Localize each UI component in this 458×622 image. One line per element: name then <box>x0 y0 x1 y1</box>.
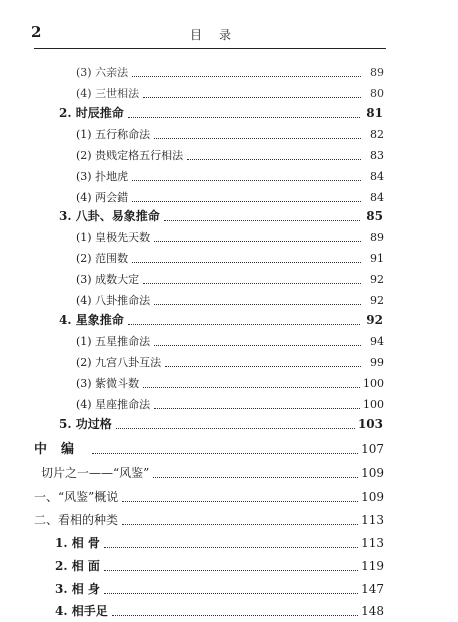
toc-page-number: 94 <box>370 334 384 348</box>
toc-entry-guijian <box>76 144 384 166</box>
toc-label: (3) 紫微斗数 <box>76 376 140 390</box>
dot-leader <box>104 592 358 594</box>
toc-entry-shichen <box>59 102 383 124</box>
toc-page-number: 89 <box>370 230 384 244</box>
toc-label: (2) 范围数 <box>76 251 129 265</box>
toc-label: (4) 八卦推命法 <box>76 293 151 307</box>
toc-page-number: 92 <box>370 293 384 307</box>
toc-label: 3. 八卦、易象推命 <box>59 209 160 223</box>
dot-leader <box>122 500 358 502</box>
toc-entry-pudihu <box>76 165 384 187</box>
dot-leader <box>92 452 358 454</box>
toc-entry-xiang-shouzu <box>55 600 384 622</box>
toc-page-number: 92 <box>366 313 383 327</box>
toc-label: 中编 <box>34 441 89 457</box>
toc-label: (3) 六亲法 <box>76 65 129 79</box>
toc-entry-fanwei <box>76 247 384 269</box>
page-number: 2 <box>31 23 42 41</box>
dot-leader <box>104 569 358 571</box>
dot-leader <box>112 614 358 616</box>
dot-leader <box>187 158 361 160</box>
toc-label: 5. 功过格 <box>59 417 112 431</box>
toc-label: 一、“风鉴”概说 <box>34 490 119 504</box>
toc-page-number: 84 <box>370 169 384 183</box>
dot-leader <box>154 344 361 346</box>
toc-label: 2. 相 面 <box>55 559 100 573</box>
running-title: 目录 <box>190 28 249 42</box>
toc-label: (4) 两会錯 <box>76 190 129 204</box>
toc-entry-kanxiang-types <box>34 509 384 531</box>
toc-label: (4) 三世相法 <box>76 86 140 100</box>
toc-label: 3. 相 身 <box>55 582 100 596</box>
toc-entry-bagua-tuiming <box>76 289 384 311</box>
toc-label: 二、看相的种类 <box>34 513 119 527</box>
dot-leader <box>165 365 361 367</box>
toc-entry-ziwei <box>76 372 384 394</box>
toc-entry-xingzuo <box>76 393 384 415</box>
toc-label: (2) 贵贱定格五行相法 <box>76 148 184 162</box>
toc-entry-xiang-shen <box>55 578 384 600</box>
toc-page-number: 147 <box>361 582 384 596</box>
dot-leader <box>132 179 361 181</box>
toc-page-number: 113 <box>361 513 384 527</box>
dot-leader <box>132 75 361 77</box>
dot-leader <box>143 386 360 388</box>
toc-page-number: 100 <box>363 397 384 411</box>
toc-entry-wuxing <box>76 123 384 145</box>
toc-entry-chengshu <box>76 268 384 290</box>
toc-entry-xiang-gu <box>55 532 384 554</box>
dot-leader <box>132 200 361 202</box>
toc-page-number: 91 <box>370 251 384 265</box>
toc-label: 1. 相 骨 <box>55 536 100 550</box>
toc-page-number: 103 <box>357 417 383 431</box>
toc-label: 2. 时辰推命 <box>59 106 124 120</box>
toc-label: 切片之一——“风鉴” <box>41 466 150 480</box>
toc-label: (1) 皇极先天数 <box>76 230 151 244</box>
toc-page-number: 82 <box>370 127 384 141</box>
toc-page-number: 109 <box>361 466 384 480</box>
toc-entry-liuqin <box>76 61 384 83</box>
dot-leader <box>122 523 358 525</box>
toc-entry-xiang-mian <box>55 555 384 577</box>
toc-page-number: 84 <box>370 190 384 204</box>
dot-leader <box>143 96 361 98</box>
dot-leader <box>128 323 360 325</box>
toc-label: (2) 九宫八卦互法 <box>76 355 162 369</box>
dot-leader <box>116 427 355 429</box>
toc-page-number: 100 <box>363 376 384 390</box>
dot-leader <box>164 219 360 221</box>
toc-label: (4) 星座推命法 <box>76 397 151 411</box>
toc-page-number: 83 <box>370 148 384 162</box>
toc-page-number: 99 <box>370 355 384 369</box>
toc-page-number: 85 <box>366 209 383 223</box>
toc-page-number: 119 <box>361 559 384 573</box>
toc-label: 4. 星象推命 <box>59 313 124 327</box>
header-rule <box>34 48 386 49</box>
toc-entry-bagua <box>59 205 383 227</box>
toc-entry-sanshixiang <box>76 82 384 104</box>
toc-entry-xingxiang <box>59 309 383 331</box>
toc-label: 4. 相手足 <box>55 604 108 618</box>
toc-page-number: 109 <box>361 490 384 504</box>
toc-page-number: 81 <box>366 106 383 120</box>
toc-page-number: 148 <box>361 604 384 618</box>
toc-label: (3) 成数大定 <box>76 272 140 286</box>
dot-leader <box>128 116 360 118</box>
toc-label: (1) 五星推命法 <box>76 334 151 348</box>
toc-entry-fengjian-slice <box>41 462 384 484</box>
toc-entry-jiugong <box>76 351 384 373</box>
toc-page-number: 107 <box>361 442 384 456</box>
toc-label: (1) 五行称命法 <box>76 127 151 141</box>
toc-entry-zhongbian <box>34 438 384 460</box>
toc-entry-fengjian-overview <box>34 486 384 508</box>
dot-leader <box>154 240 361 242</box>
toc-entry-gongguoge <box>59 413 383 435</box>
toc-label: (3) 扑地虎 <box>76 169 129 183</box>
toc-page-number: 80 <box>370 86 384 100</box>
toc-entry-huangji <box>76 226 384 248</box>
toc-page-number: 92 <box>370 272 384 286</box>
dot-leader <box>104 546 358 548</box>
dot-leader <box>154 303 361 305</box>
dot-leader <box>132 261 361 263</box>
toc-page-number: 89 <box>370 65 384 79</box>
dot-leader <box>154 137 361 139</box>
toc-entry-wuxing-tuiming <box>76 330 384 352</box>
dot-leader <box>153 476 358 478</box>
dot-leader <box>154 407 360 409</box>
toc-page-number: 113 <box>361 536 384 550</box>
dot-leader <box>143 282 361 284</box>
